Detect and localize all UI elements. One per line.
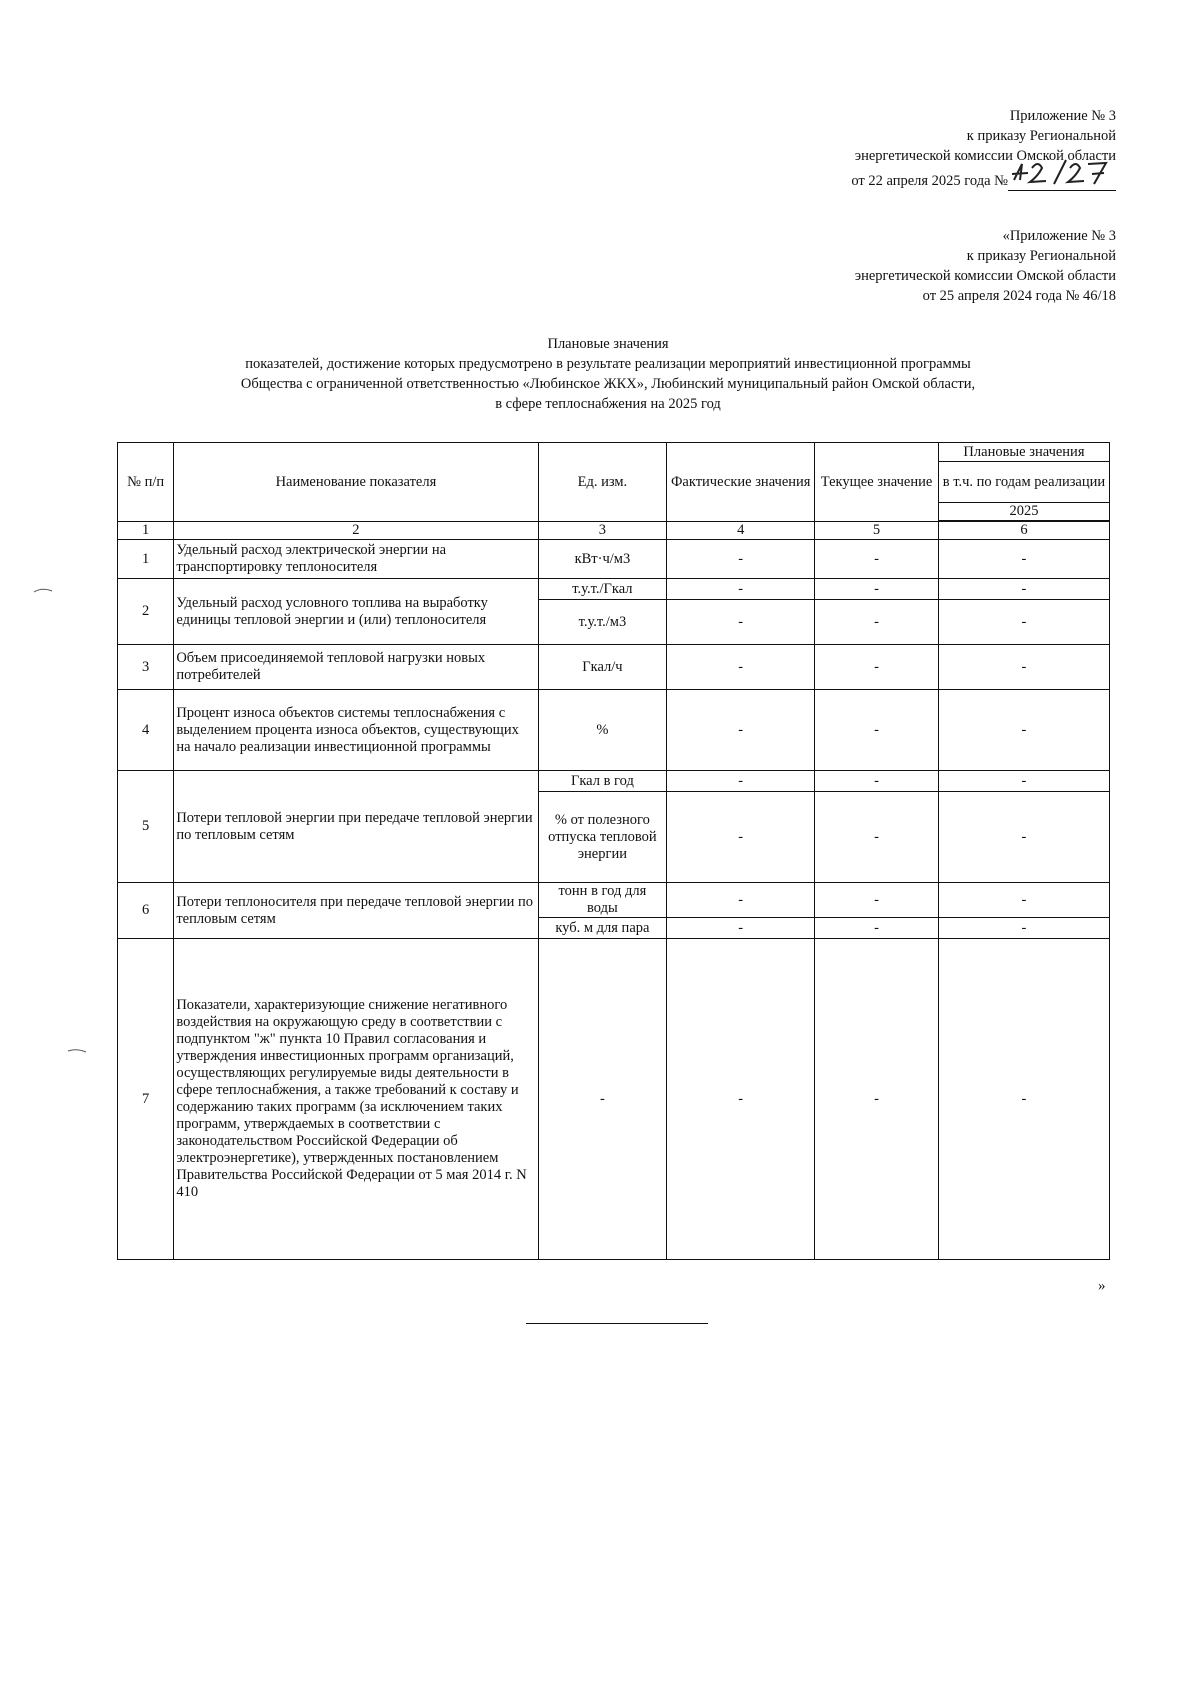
table-row: [118, 771, 1110, 792]
row-number: 1: [118, 540, 174, 579]
indicator-name: Удельный расход электрической энергии на транспортировку теплоносителя: [174, 540, 538, 579]
current-value: -: [815, 939, 939, 1260]
handwritten-number-icon: [1008, 158, 1116, 188]
planned-value: -: [938, 939, 1109, 1260]
indicator-name: Объем присоединяемой тепловой нагрузки новых потребителей: [174, 645, 538, 690]
actual-value: -: [667, 918, 815, 939]
table-row: [118, 579, 1110, 600]
bottom-divider: [526, 1323, 708, 1324]
column-number: 6: [938, 522, 1109, 540]
closing-quote: »: [1098, 1278, 1106, 1294]
unit-cell: тонн в год для воды: [538, 883, 667, 918]
actual-value: -: [667, 600, 815, 645]
planned-value: -: [938, 918, 1109, 939]
indicator-name: Потери теплоносителя при передаче тепловой энергии по тепловым сетям: [174, 883, 538, 939]
actual-value: -: [667, 883, 815, 918]
planned-value: -: [938, 645, 1109, 690]
unit-cell: % от полезного отпуска тепловой энергии: [538, 792, 667, 883]
current-value: -: [815, 883, 939, 918]
indicator-name: Удельный расход условного топлива на выработку единицы тепловой энергии и (или) теплоносителя: [174, 579, 538, 645]
planned-value: -: [938, 771, 1109, 792]
document-title: [108, 334, 1108, 414]
row-number: 7: [118, 939, 174, 1260]
header-line: Приложение № 3: [1009, 108, 1116, 124]
column-number: 4: [667, 522, 815, 540]
title-line: показателей, достижение которых предусмотрено в результате реализации мероприятий инвестиционной программы: [245, 356, 971, 372]
unit-cell: кВт·ч/м3: [538, 540, 667, 579]
header-num: № п/п: [118, 443, 174, 522]
unit-cell: т.у.т./м3: [538, 600, 667, 645]
actual-value: -: [667, 690, 815, 771]
actual-value: -: [667, 645, 815, 690]
column-number: 5: [815, 522, 939, 540]
header-by-years: в т.ч. по годам реализации: [938, 462, 1109, 503]
current-value: -: [815, 579, 939, 600]
current-value: -: [815, 792, 939, 883]
current-value: -: [815, 918, 939, 939]
header-line: к приказу Региональной: [966, 128, 1116, 144]
actual-value: -: [667, 540, 815, 579]
unit-cell: куб. м для пара: [538, 918, 667, 939]
header-planned: Плановые значения: [938, 443, 1109, 462]
table-header-row: [118, 443, 1110, 462]
unit-cell: т.у.т./Гкал: [538, 579, 667, 600]
planned-value: -: [938, 792, 1109, 883]
header-line: энергетической комиссии Омской области: [854, 148, 1116, 164]
header-unit: Ед. изм.: [538, 443, 667, 522]
planned-value: -: [938, 579, 1109, 600]
header-line: к приказу Региональной: [966, 248, 1116, 264]
order-header: [851, 106, 1116, 191]
unit-cell: %: [538, 690, 667, 771]
column-number: 3: [538, 522, 667, 540]
current-value: -: [815, 690, 939, 771]
row-number: 3: [118, 645, 174, 690]
handwritten-order-number: [1008, 166, 1116, 191]
actual-value: -: [667, 939, 815, 1260]
header-current: Текущее значение: [815, 443, 939, 522]
table-row: [118, 690, 1110, 771]
current-value: -: [815, 771, 939, 792]
row-number: 6: [118, 883, 174, 939]
column-numbers-row: [118, 522, 1110, 540]
header-date-line: [851, 166, 1116, 191]
current-value: -: [815, 600, 939, 645]
column-number: 2: [174, 522, 538, 540]
planned-value: -: [938, 540, 1109, 579]
table-row: [118, 540, 1110, 579]
actual-value: -: [667, 792, 815, 883]
header-name: Наименование показателя: [174, 443, 538, 522]
actual-value: -: [667, 771, 815, 792]
indicator-name: Показатели, характеризующие снижение негативного воздействия на окружающую среду в соответствии с подпунктом "ж" пункта 10 Правил согласования и утверждения инвестиционных программ организаций, осуществляющих регулируемые виды деятельности в сфере теплоснабжения, а также требований к составу и содержанию таких программ (за исключением таких программ, утверждаемых в соответствии с законодательством Российской Федерации об электроэнергетике), утвержденных постановлением Правительства Российской Федерации от 5 мая 2014 г. N 410: [174, 939, 538, 1260]
table-row: [118, 883, 1110, 918]
scan-mark-icon: [32, 585, 56, 595]
header-line: энергетической комиссии Омской области: [854, 268, 1116, 284]
header-line: «Приложение № 3: [1002, 228, 1116, 244]
title-line: Общества с ограниченной ответственностью «Любинское ЖКХ», Любинский муниципальный район Омской области,: [240, 376, 976, 392]
column-number: 1: [118, 522, 174, 540]
title-line: Плановые значения: [547, 336, 669, 352]
order-date: от 22 апреля 2025 года №: [851, 173, 1008, 189]
scan-mark-icon: [66, 1046, 90, 1056]
title-line: в сфере теплоснабжения на 2025 год: [495, 396, 721, 412]
header-year: 2025: [938, 503, 1109, 521]
current-value: -: [815, 645, 939, 690]
indicator-name: Процент износа объектов системы теплоснабжения с выделением процента износа объектов, существующих на начало реализации инвестиционной программы: [174, 690, 538, 771]
planned-value: -: [938, 883, 1109, 918]
table-row: [118, 645, 1110, 690]
row-number: 2: [118, 579, 174, 645]
current-value: -: [815, 540, 939, 579]
row-number: 4: [118, 690, 174, 771]
actual-value: -: [667, 579, 815, 600]
planned-value: -: [938, 600, 1109, 645]
indicators-table: [117, 442, 1110, 1260]
row-number: 5: [118, 771, 174, 883]
unit-cell: -: [538, 939, 667, 1260]
planned-value: -: [938, 690, 1109, 771]
unit-cell: Гкал в год: [538, 771, 667, 792]
indicator-name: Потери тепловой энергии при передаче тепловой энергии по тепловым сетям: [174, 771, 538, 883]
header-actual: Фактические значения: [667, 443, 815, 522]
table-row: [118, 939, 1110, 1260]
original-order-header: [855, 226, 1116, 306]
header-line: от 25 апреля 2024 года № 46/18: [922, 288, 1116, 304]
unit-cell: Гкал/ч: [538, 645, 667, 690]
